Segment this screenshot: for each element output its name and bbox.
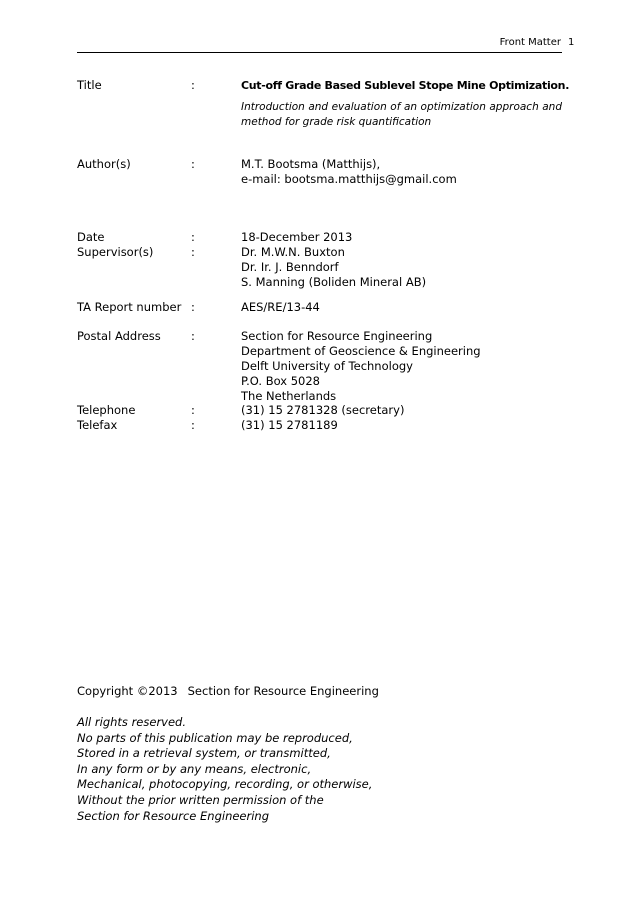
- address-line: The Netherlands: [241, 389, 337, 403]
- copyright-notice: Copyright ©2013: [77, 684, 178, 698]
- title-value: [241, 78, 570, 130]
- telefax-label: Telefax: [77, 418, 118, 432]
- address-line: P.O. Box 5028: [241, 374, 320, 388]
- report-number-label: TA Report number: [77, 300, 182, 314]
- document-subtitle: [241, 100, 562, 130]
- telephone-label: Telephone: [77, 403, 136, 417]
- rights-statement: [77, 715, 372, 824]
- rights-line: No parts of this publication may be reproduced,: [77, 730, 353, 745]
- telefax-number: (31) 15 2781189: [241, 418, 338, 432]
- supervisor-name: Dr. Ir. J. Benndorf: [241, 260, 339, 274]
- running-header: [0, 0, 638, 60]
- title-label: Title: [77, 78, 102, 92]
- date-label: Date: [77, 230, 105, 244]
- postal-address-colon: :: [191, 329, 195, 343]
- title-colon: :: [191, 78, 195, 92]
- address-line: Section for Resource Engineering: [241, 329, 433, 343]
- telephone-value: [241, 403, 562, 418]
- rights-line: Stored in a retrieval system, or transmitted,: [77, 746, 331, 761]
- authors-value: [241, 157, 562, 187]
- subtitle-line: method for grade risk quantification: [241, 116, 432, 128]
- postal-address-label: Postal Address: [77, 329, 161, 343]
- copyright-holder: Section for Resource Engineering: [187, 684, 379, 698]
- rights-line: Without the prior written permission of the: [77, 792, 324, 807]
- subtitle-line: Introduction and evaluation of an optimization approach and: [241, 101, 562, 113]
- report-number-value: [241, 300, 562, 315]
- rights-line: In any form or by any means, electronic,: [77, 761, 312, 776]
- address-line: Department of Geoscience & Engineering: [241, 344, 481, 358]
- authors-label: Author(s): [77, 157, 131, 171]
- address-line: Delft University of Technology: [241, 359, 413, 373]
- date-text: 18-December 2013: [241, 230, 353, 244]
- telephone-colon: :: [191, 403, 195, 417]
- header-rule: [77, 52, 562, 53]
- report-number-text: AES/RE/13-44: [241, 300, 320, 314]
- telephone-number: (31) 15 2781328 (secretary): [241, 403, 405, 417]
- supervisors-colon: :: [191, 245, 195, 259]
- supervisor-name: S. Manning (Boliden Mineral AB): [241, 275, 427, 289]
- rights-line: Section for Resource Engineering: [77, 808, 270, 823]
- document-title: Cut-off Grade Based Sublevel Stope Mine Optimization.: [241, 79, 570, 92]
- telefax-value: [241, 418, 562, 433]
- postal-address-value: [241, 329, 562, 404]
- date-colon: :: [191, 230, 195, 244]
- supervisors-value: [241, 245, 562, 290]
- copyright-line: [77, 684, 379, 699]
- report-number-colon: :: [191, 300, 195, 314]
- authors-colon: :: [191, 157, 195, 171]
- rights-line: All rights reserved.: [77, 715, 187, 729]
- supervisor-name: Dr. M.W.N. Buxton: [241, 245, 345, 259]
- rights-line: Mechanical, photocopying, recording, or otherwise,: [77, 777, 373, 792]
- supervisors-label: Supervisor(s): [77, 245, 154, 259]
- author-email: e-mail: bootsma.matthijs@gmail.com: [241, 172, 457, 186]
- author-name: M.T. Bootsma (Matthijs),: [241, 157, 381, 171]
- header-section-title: Front Matter: [499, 37, 561, 48]
- header-page-number: 1: [568, 37, 575, 48]
- telefax-colon: :: [191, 418, 195, 432]
- date-value: [241, 230, 562, 245]
